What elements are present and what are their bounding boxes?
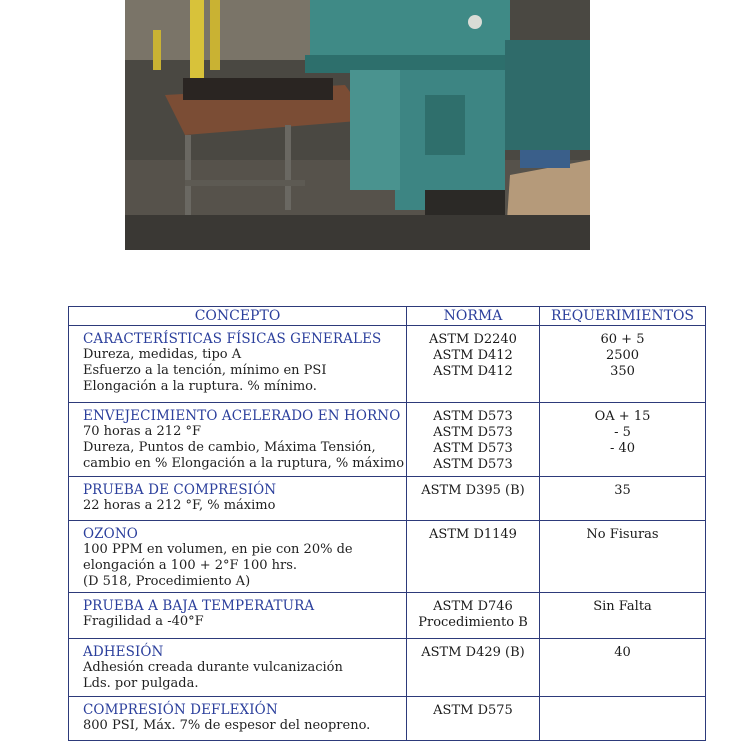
concept-cell [69, 326, 407, 403]
concept-title: PRUEBA DE COMPRESIÓN [83, 482, 277, 498]
norma-value: ASTM D573 [433, 441, 513, 456]
requirement-value: 60 + 5 [600, 332, 645, 347]
table-row [69, 593, 706, 639]
concept-title: CARACTERÍSTICAS FÍSICAS GENERALES [83, 331, 382, 347]
table-row [69, 477, 706, 521]
concept-title: ADHESIÓN [83, 644, 164, 660]
norma-cell [407, 593, 540, 639]
concept-line: Adhesión creada durante vulcanización [83, 660, 343, 675]
norma-value: ASTM D746 [433, 599, 513, 614]
requirement-cell [540, 521, 706, 593]
concept-line: Lds. por pulgada. [83, 676, 199, 691]
requirement-value: 40 [614, 645, 631, 660]
norma-cell [407, 403, 540, 477]
norma-value: ASTM D395 (B) [421, 483, 525, 498]
norma-value: ASTM D573 [433, 425, 513, 440]
concept-line: (D 518, Procedimiento A) [83, 574, 251, 589]
header-requerimientos: REQUERIMIENTOS [540, 307, 706, 326]
header-norma: NORMA [407, 307, 540, 326]
concept-cell [69, 639, 407, 697]
table-row [69, 403, 706, 477]
concept-line: Dureza, Puntos de cambio, Máxima Tensión, [83, 440, 376, 455]
table-row [69, 521, 706, 593]
requirement-value: OA + 15 [594, 409, 651, 424]
concept-line: cambio en % Elongación a la ruptura, % máximo [83, 456, 405, 471]
requirement-cell [540, 403, 706, 477]
norma-cell [407, 639, 540, 697]
requirement-value: - 40 [609, 441, 636, 456]
concept-line: Dureza, medidas, tipo A [83, 347, 242, 362]
norma-value: ASTM D412 [433, 364, 513, 379]
table-row [69, 639, 706, 697]
concept-cell [69, 403, 407, 477]
norma-cell [407, 521, 540, 593]
concept-title: PRUEBA A BAJA TEMPERATURA [83, 598, 315, 614]
concept-title: OZONO [83, 526, 138, 542]
press-machine-photo [125, 0, 590, 250]
concept-cell [69, 477, 407, 521]
requirement-value: No Fisuras [586, 527, 659, 542]
concept-line: 70 horas a 212 °F [83, 424, 201, 439]
requirement-cell [540, 697, 706, 741]
requirement-cell [540, 639, 706, 697]
requirement-cell [540, 477, 706, 521]
norma-value: ASTM D2240 [429, 332, 517, 347]
concept-title: ENVEJECIMIENTO ACELERADO EN HORNO [83, 408, 401, 424]
table-row [69, 326, 706, 403]
concept-line: 22 horas a 212 °F, % máximo [83, 498, 276, 513]
norma-value: ASTM D1149 [429, 527, 517, 542]
requirement-value: Sin Falta [593, 599, 652, 614]
header-row [69, 307, 706, 326]
requirement-value: 2500 [605, 348, 640, 363]
requirement-cell [540, 593, 706, 639]
requirement-value: 350 [610, 364, 635, 379]
specs-table [68, 306, 706, 741]
norma-value: ASTM D573 [433, 457, 513, 472]
norma-value: ASTM D429 (B) [421, 645, 525, 660]
norma-value: Procedimiento B [418, 615, 528, 630]
concept-line: Elongación a la ruptura. % mínimo. [83, 379, 317, 394]
concept-line: Esfuerzo a la tención, mínimo en PSI [83, 363, 327, 378]
concept-line: 800 PSI, Máx. 7% de espesor del neopreno. [83, 718, 371, 733]
norma-cell [407, 326, 540, 403]
requirement-value: - 5 [614, 425, 631, 440]
norma-value: ASTM D575 [433, 703, 513, 718]
concept-title: COMPRESIÓN DEFLEXIÓN [83, 702, 278, 718]
table-row [69, 697, 706, 741]
norma-value: ASTM D573 [433, 409, 513, 424]
requirement-cell [540, 326, 706, 403]
requirement-value: 35 [614, 483, 631, 498]
concept-cell [69, 697, 407, 741]
header-concepto: CONCEPTO [69, 307, 407, 326]
concept-cell [69, 521, 407, 593]
concept-line: Fragilidad a -40°F [83, 614, 204, 629]
concept-line: 100 PPM en volumen, en pie con 20% de [83, 542, 353, 557]
concept-line: elongación a 100 + 2°F 100 hrs. [83, 558, 298, 573]
norma-cell [407, 697, 540, 741]
norma-value: ASTM D412 [433, 348, 513, 363]
norma-cell [407, 477, 540, 521]
concept-cell [69, 593, 407, 639]
